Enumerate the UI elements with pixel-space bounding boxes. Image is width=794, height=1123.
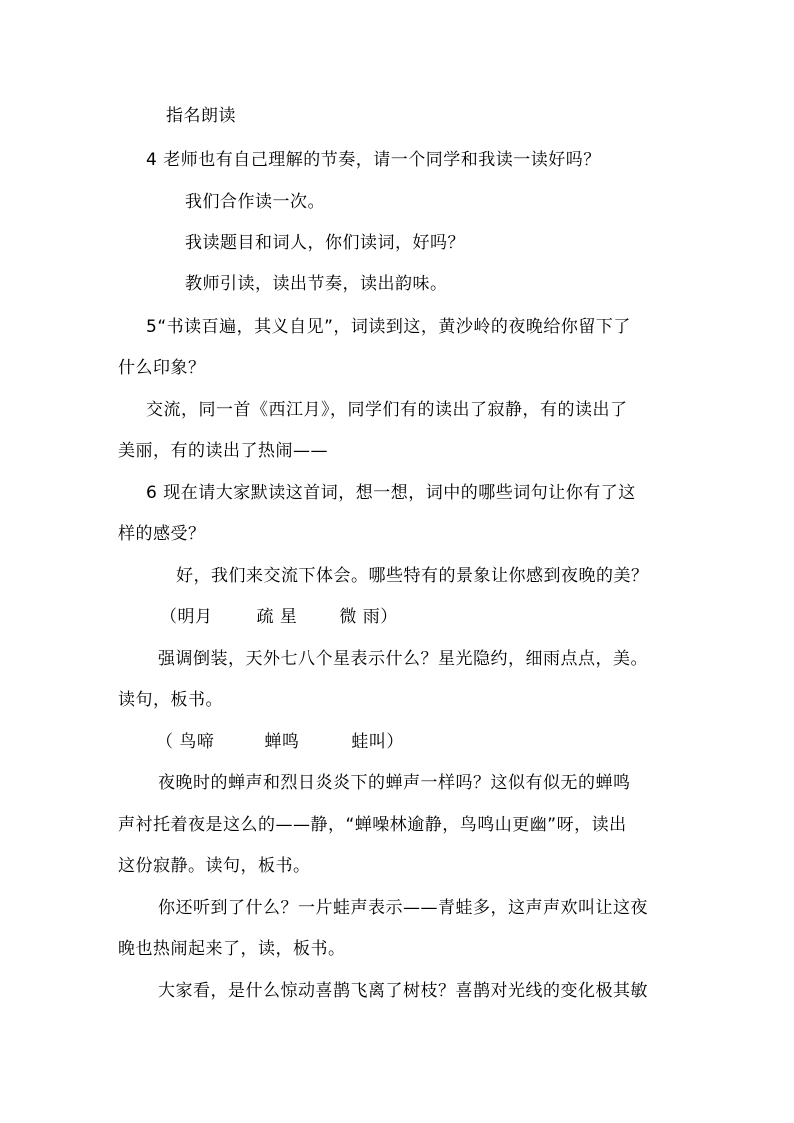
paragraph-line: 交流，同一首《西江月》，同学们有的读出了寂静，有的读出了 — [146, 400, 628, 420]
paragraph-line: 我们合作读一次。 — [185, 192, 325, 212]
keyword-group-1-item3: 微 雨） — [339, 607, 398, 627]
keyword-group-2-item2: 蝉鸣 — [264, 732, 300, 752]
paragraph-line: 你还听到了什么？一片蛙声表示——青蛙多，这声声欢叫让这夜 — [158, 898, 648, 918]
paragraph-line: 夜晚时的蝉声和烈日炎炎下的蝉声一样吗？这似有似无的蝉鸣 — [158, 773, 631, 793]
keyword-group-1-item2: 疏 星 — [256, 607, 298, 627]
paragraph-line: 教师引读，读出节奏，读出韵味。 — [185, 274, 448, 294]
paragraph-line: 指名朗读 — [166, 106, 236, 126]
keyword-group-2-item3: 蛙叫） — [351, 732, 404, 752]
paragraph-line: 好，我们来交流下体会。哪些特有的景象让你感到夜晚的美？ — [176, 566, 649, 586]
keyword-group-2 — [156, 731, 404, 753]
paragraph-line: 什么印象？ — [118, 358, 206, 378]
keyword-group-1 — [160, 606, 398, 628]
paragraph-line: 我读题目和词人，你们读词，好吗？ — [185, 233, 465, 253]
paragraph-line: 声衬托着夜是这么的——静，“蝉噪林逾静，鸟鸣山更幽”呀，读出 — [118, 815, 627, 835]
paragraph-line: 6 现在请大家默读这首词，想一想，词中的哪些词句让你有了这 — [146, 483, 636, 503]
paragraph-line: 强调倒装，天外七八个星表示什么？星光隐约，细雨点点，美。 — [158, 649, 648, 669]
keyword-group-2-open: （ 鸟啼 — [156, 732, 215, 752]
paragraph-line: 美丽，有的读出了热闹—— — [118, 441, 328, 461]
paragraph-line: 4 老师也有自己理解的节奏，请一个同学和我读一读好吗？ — [146, 150, 601, 170]
paragraph-line: 5“书读百遍，其义自见”，词读到这，黄沙岭的夜晚给你留下了 — [146, 317, 631, 337]
paragraph-line: 大家看，是什么惊动喜鹊飞离了树枝？喜鹊对光线的变化极其敏 — [158, 981, 648, 1001]
paragraph-line: 这份寂静。读句，板书。 — [118, 856, 311, 876]
paragraph-line: 样的感受？ — [118, 524, 206, 544]
keyword-group-1-open: （明月 — [160, 607, 213, 627]
paragraph-line: 读句，板书。 — [118, 690, 223, 710]
paragraph-line: 晚也热闹起来了，读，板书。 — [118, 939, 346, 959]
